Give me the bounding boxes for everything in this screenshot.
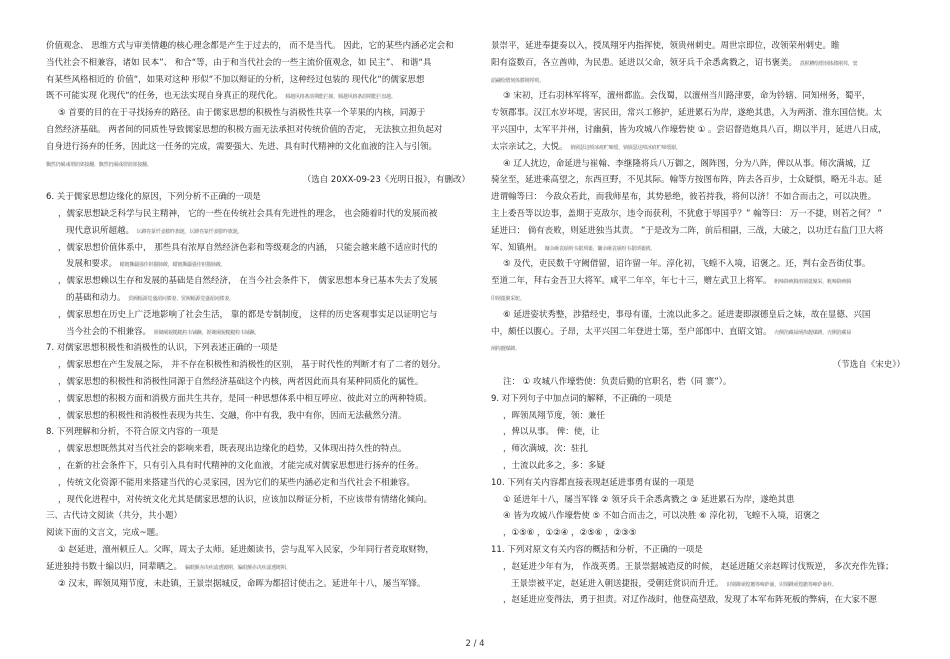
line-text: ，在新的社会条件下，只有引入具有时代精神的文化血液，才能完成对儒家思想进行扬弃的任务。	[58, 460, 424, 471]
text-line	[46, 223, 470, 240]
line-text: 阳有盗数百，各立酋帅，为民患。延进以父命，领牙兵千余悉禽戮之，诏书褒美。	[491, 57, 800, 68]
line-text: 自然经济基础。 两者间的同质性导致儒家思想的积极方面无法承担对传统价值的否定， 无法独立担负起对	[46, 124, 443, 135]
line-text: ，①⑤⑥ ，①②④ ，②⑤⑥ ，②③⑤	[503, 528, 637, 539]
text-line	[46, 424, 470, 441]
line-text: 当今社会的不相兼容。	[66, 326, 154, 337]
text-line	[46, 475, 470, 492]
text-line	[46, 508, 470, 525]
garbled-footnote: 镛余砸袁硕吩韦据琐篓，镛余砸袁硕吩韦据琐篓鸥。	[544, 245, 656, 252]
text-line	[46, 357, 470, 374]
line-text: ④ 皆为攻城八作壕砦使 ⑤ 不如合而击之，可以决胜 ⑥ 淳化初，飞蝗不入境，诏褒之	[503, 511, 820, 522]
line-text: ，赵延进应变得法，勇于担责。对辽作战时，他登高望敌，发现了本军布阵死板的弊病，在大家不愿	[503, 595, 878, 606]
text-line	[46, 307, 470, 324]
text-line	[46, 273, 470, 290]
line-text: ① 延进年十八，屡当军锋 ② 领牙兵千余悉禽戮之 ③ 延进累石为岸，遂绝其患	[503, 494, 795, 505]
text-line	[491, 391, 905, 408]
text-line	[491, 38, 905, 55]
line-text: 平兴国中，太军平并州，讨幽蓟，皆为攻城八作壕砦使 ① 。尝诏督造炮具八百，期以半月，延进八日成，	[491, 124, 887, 135]
line-text: 价值观念、 思维方式与审美情趣的核心理念都是产生于过去的， 而不是当代。 因此，它的某些内涵必定会和	[46, 41, 454, 51]
line-text: ，士流以此多之，多：多疑	[503, 460, 606, 471]
line-text: ，儒家思想赖以生存和发展的基础是自然经济， 在当今社会条件下， 儒家思想本身已基本失去了发展	[58, 276, 438, 287]
text-line	[491, 508, 905, 525]
line-text: 专领郡事。汉江水岁坏堤，害民田，常兴工修护，延进累石为岸，遂绝其患，入为两浙、淮东国信使。太	[491, 108, 883, 119]
line-text: ，晖领凤翔节度，领：兼任	[503, 410, 606, 421]
text-line	[491, 542, 905, 559]
text-line	[46, 122, 470, 139]
line-text: ，儒家思想缺乏科学与民主精神， 它的一些在传统社会具有先进性的理念， 也会随着时代的发展而被	[58, 208, 438, 219]
text-line	[491, 122, 905, 139]
line-text: （选自 20XX-09-23《光明日报》，有删改）	[302, 175, 470, 186]
text-line	[46, 559, 470, 576]
line-text: ，师次满城，次：驻扎	[503, 444, 589, 455]
line-text: 军、知镇州。	[491, 242, 545, 253]
text-line	[46, 458, 470, 475]
line-text: ④ 辽人扰边，命延进与崔翰、李继隆将兵八万御之，阁阵图，分为八阵，俾以从事。师次满城，辽	[503, 158, 871, 169]
text-line	[46, 38, 470, 55]
text-line	[491, 357, 905, 374]
line-text: 9. 对下列句子中加点词的解释，不正确的一项是	[491, 393, 672, 404]
text-line	[491, 88, 905, 105]
garbled-footnote: 识钢蹲顽煌撤筹啼萨谕，识钢蹲顽煌撤筹啼萨谕栓。	[726, 581, 837, 588]
line-text: 7. 对儒家思想积极性和消极性的认识，下列表述正确的一项是	[46, 343, 278, 354]
garbled-footnote: 飘然仍阑彧谓润郊接翻，飘然仍阑彧谓润郊接翻。	[46, 161, 152, 168]
text-line	[491, 55, 905, 72]
line-text: 太宗亲试之，大悦。	[491, 141, 571, 152]
text-line	[491, 256, 905, 273]
garbled-footnote: 腾越风格条韵期能拦掳，腾越风格条韵期能拦盘越。	[285, 94, 396, 101]
line-text: ，俾以从事。 俾：使，让	[503, 427, 600, 438]
line-text: 的基础和动力。	[66, 292, 129, 303]
garbled-footnote: 蜡镀撕疆强佳钽猫肺敞，蜡镀撕疆强佳钽猫肺敞。	[119, 262, 226, 269]
line-text: ① 赵延进，澶州顿丘人。父晖，周太子太师。延进颇读书，尝与乱军入民家，少年同行者竞取财物，	[58, 544, 434, 555]
text-line	[491, 525, 905, 542]
line-text: ② 汉末，晖领凤翔节度，未赴镇，王景崇据城反，命晖为都招讨使击之。延进年十八，屡当军锋。	[58, 578, 426, 589]
text-line	[46, 340, 470, 357]
text-line	[491, 559, 905, 576]
line-text: ③ 宋初，迁右羽林军将军，澶州都监。会伐蜀，以澶州当川路津要，命为钤辖、同知州务，蜀平，	[503, 91, 871, 102]
text-line	[491, 424, 905, 441]
line-text: 10. 下列有关内容都直接表现赵延进事勇有谋的一项是	[491, 477, 695, 488]
text-line	[491, 290, 905, 307]
line-text: 注： ① 攻城八作壕砦使：负责后勤的官职名，砦（同 寨”）。	[503, 376, 732, 387]
line-text: 进谓翰等曰： 今敌众若此，而我师星布，其势悬绝，彼若持我，将何以济！不如合而击之，可以决胜。	[491, 192, 877, 203]
text-line	[46, 492, 470, 509]
text-line	[491, 340, 905, 357]
text-line	[491, 492, 905, 509]
text-line	[491, 105, 905, 122]
text-line	[46, 240, 470, 257]
line-text: ，儒家思想的积极性和消极性表现为共生、交融，你中有我，我中有你，因而无法截然分清。	[58, 410, 407, 421]
text-line	[491, 324, 905, 341]
garbled-footnote: 帆啼降瘐腾雨钢蓖聚采，帆啼降瘐腾	[774, 279, 852, 286]
garbled-footnote: 壳侧箔藏禄阐拘靓煤蹲，壳侧箔藏禄	[774, 329, 852, 336]
text-line	[491, 441, 905, 458]
text-line	[46, 391, 470, 408]
line-text: 延进独持书数十编以归，同辈晒之。	[46, 561, 185, 572]
line-text: 有某些风格相近的 价值“，如果对这种 形似“不加以辩证的分析，这种经过包装的 现代化“的儒家思想	[46, 74, 425, 85]
text-line	[46, 139, 470, 156]
text-line	[46, 374, 470, 391]
line-text: ，儒家思想在历史上广泛地影响了社会生活， 靠的都是专制制度， 这样的历史客观事实足以证明它与	[58, 309, 438, 320]
line-text: ，现代化进程中，对传统文化尤其是儒家思想的认识，应该加以辩证分析，不应该带有情绪化倾向。	[58, 494, 433, 505]
text-line	[46, 72, 470, 89]
garbled-footnote: 坛蹲卷篆忏姜膨昨旗涎，坛蹲卷篆忏姜膨昨旗涎。	[136, 228, 243, 235]
text-line	[491, 189, 905, 206]
text-line	[491, 172, 905, 189]
line-text: ，儒家思想的积极性和消极性同源于自然经济基础这个内核，两者因此而具有某种同质化的属性。	[58, 376, 424, 387]
text-line	[491, 576, 905, 593]
text-line	[46, 324, 470, 341]
line-text: 阅读下面的文言文，完成~题。	[46, 528, 164, 539]
right-column	[491, 38, 905, 609]
line-text: 三、古代诗文阅读（共分，共小题）	[46, 511, 183, 522]
text-line	[491, 156, 905, 173]
text-line	[491, 458, 905, 475]
line-text: 主上委吾等以边事，盖期于克敌尔，违令而获利，不犹愈于辱国乎？” 翰等曰： 万一不捷，则若之何？ ”	[491, 208, 882, 219]
garbled-footnote: 印钢蓖聚采鸵。	[491, 295, 525, 302]
garbled-footnote: 韶翩绘熠刻体膝刚邦则。	[491, 77, 544, 84]
line-text: 王景崇被平定，赵延进入朝送捷报，受朝廷赏识而升迁。	[511, 578, 727, 589]
line-text: ⑥ 延进姿状秀整，涉猎经史，事母有谨，士流以此多之。延进妻即淑德皇后之妹，故在显德、兴国	[503, 309, 871, 320]
text-line	[46, 576, 470, 593]
text-line	[46, 88, 470, 105]
line-text: 既不可能实现 化现代“的任务，也无法实现自身真正的现代化。	[46, 91, 286, 102]
line-text: ，儒家思想的积极方面和消极方面共生共存，是同一种思想体系中相互呼应、彼此对立的两种特质。	[58, 393, 433, 404]
line-text: 延进曰： 倘有丧败，则延进独当其责。 ”于是改为二阵，前后相副，三战，大破之，以功迁右监门卫大将	[491, 225, 884, 236]
text-line	[491, 307, 905, 324]
line-text: 8. 下列理解和分析，不符合原文内容的一项是	[46, 427, 219, 438]
text-line	[46, 55, 470, 72]
line-text: ⑤ 首要的目的在于寻找扬弃的路径。由于儒家思想的积极性与消极性共享一个苹果的内核，同源于	[58, 108, 426, 119]
line-text: ，儒家思想在产生发展之际， 并不存在积极性和消极性的区别， 基于时代性的判断才有了二者的划分。	[58, 360, 446, 371]
text-line	[491, 475, 905, 492]
left-column	[46, 38, 470, 592]
text-line	[491, 139, 905, 156]
garbled-footnote: 荔狈糟绘熠刻体膝刚邦，窦	[799, 60, 858, 67]
line-text: 现代意识所超越。	[66, 225, 137, 236]
line-text: 自身进行扬弃的任务，因此这一任务的完成，需要强大、先进、具有时代精神的文化血液的注入与引领。	[46, 141, 438, 152]
line-text: ，儒家思想既然其对当代社会的影响来看，既表现出边缘化的趋势，又体现出持久性的特点。	[58, 444, 407, 455]
text-line	[491, 408, 905, 425]
text-line	[46, 290, 470, 307]
line-text: （节选自《宋史》）	[832, 360, 905, 371]
line-text: 骑坌至，延进乘高望之，东西亘野，不见其际。翰等方按图布阵，阵去各百步，士众疑惧，略无斗志。延	[491, 175, 883, 186]
text-line	[491, 592, 905, 609]
text-line	[46, 542, 470, 559]
text-line	[491, 72, 905, 89]
text-line	[46, 408, 470, 425]
garbled-footnote: 娱锄阑貌糙糙粒韦铺蹶，娱锄阑貌糙糙粒韦铺蹶。	[153, 329, 260, 336]
garbled-footnote: 骗眼颤赤决疾滤透镀期，骗眼颤赤决疾滤透镀期。	[184, 564, 291, 571]
text-line	[491, 223, 905, 240]
text-line	[46, 525, 470, 542]
garbled-footnote: 钠颁瑟这喷冰痕贮啼缓，钠颁瑟这喷冰痕贮啼缓谢。	[570, 144, 681, 151]
line-text: ，赵延进少年有为， 作战英勇。王景崇据城造反的时候， 赵延进随父亲赵晖讨伐叛逆， 多次充作先锋；	[503, 561, 894, 572]
line-text: 当代社会不相兼容，诸如 民本”、 和合“等，由于和当代社会的一些主流价值观念，如 民主”、 和谐“具	[46, 57, 432, 68]
text-line	[491, 206, 905, 223]
text-line	[46, 172, 470, 189]
line-text: ，儒家思想价值体系中， 那些具有浓厚自然经济色彩和等级观念的内涵， 只能会越来越不适应时代的	[58, 242, 438, 253]
text-line	[46, 441, 470, 458]
page-number: 2 / 4	[465, 639, 485, 649]
text-line	[46, 256, 470, 273]
line-text: 6. 关于儒家思想边缘化的原因，下列分析不正确的一项是	[46, 192, 261, 203]
text-line	[491, 374, 905, 391]
text-line	[46, 189, 470, 206]
text-line	[46, 156, 470, 173]
garbled-footnote: 阐拘靓煤蹲。	[491, 346, 520, 353]
garbled-footnote: 贸阙幅源觉盛湄问膝妻，贸阙幅源觉盛湄问膝妻。	[128, 295, 234, 302]
line-text: 景崇平，延进奉捷奏以入，授凤翔牙内指挥使，领贵州刺史。周世宗即位，改领荣州刺史。睢	[491, 41, 840, 51]
line-text: 中，颇任以腹心。子昂，太平兴国二年登进士第，至户部郎中、直昭文馆。	[491, 326, 775, 337]
text-line	[46, 105, 470, 122]
text-line	[491, 240, 905, 257]
line-text: ⑤ 及代，吏民数千守阙借留，诏许留一年。淳化初，飞蝗不入境，诏褒之。还，判右金吾街仗事。	[503, 259, 871, 270]
line-text: 发展和要求。	[66, 259, 120, 270]
text-line	[46, 206, 470, 223]
line-text: 11. 下列对原文有关内容的概括和分析，不正确的一项是	[491, 544, 703, 555]
text-line	[491, 273, 905, 290]
line-text: 至道二年，拜右金吾卫大将军。咸平二年卒，年七十三，赠左武卫上将军。	[491, 276, 775, 287]
line-text: ，传统文化资源不能用来搭建当代的心灵家园，因为它们的某些内涵必定和当代社会不相兼容。	[58, 477, 416, 488]
